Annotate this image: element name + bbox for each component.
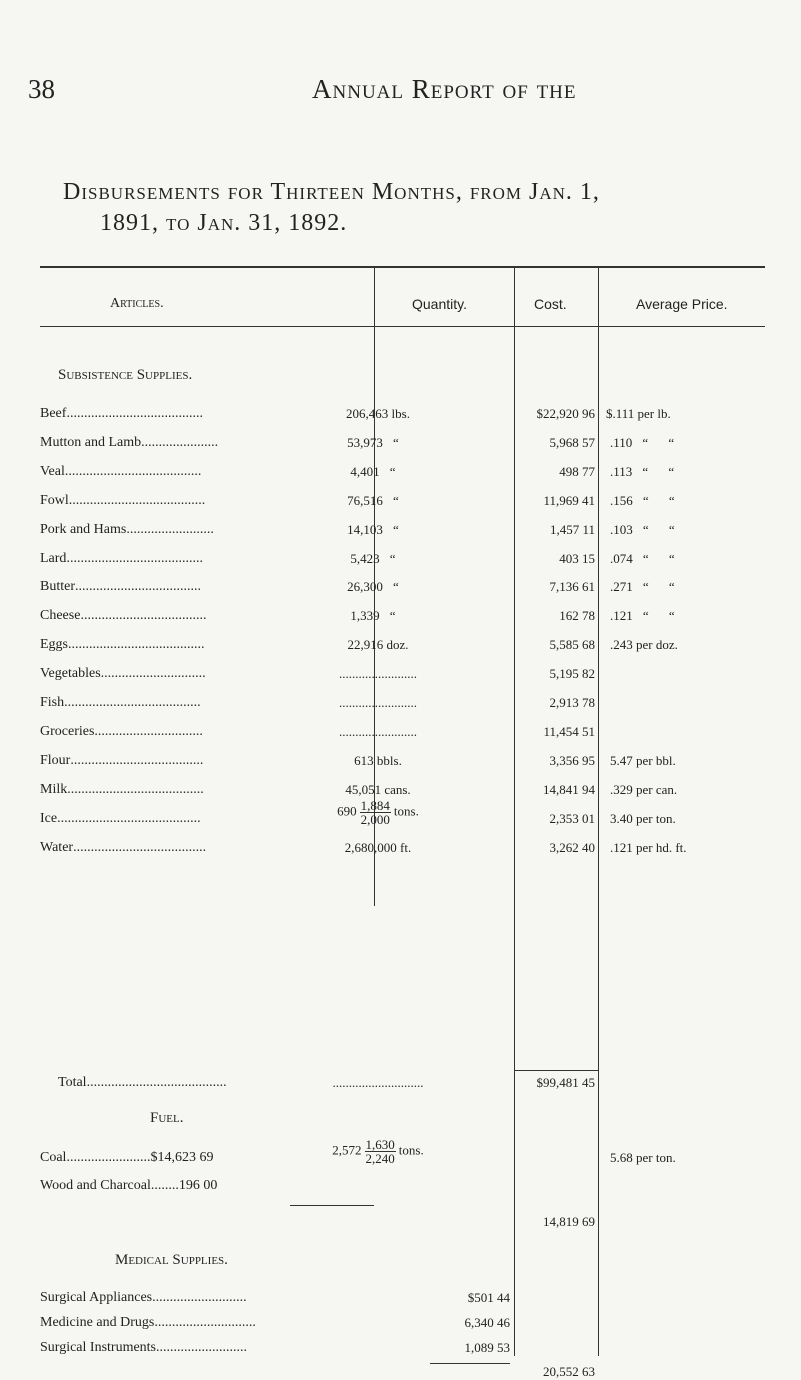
ditto-mark: “ <box>642 435 649 450</box>
medical-row-value: 1,089 53 <box>464 1340 510 1355</box>
row-cost: $22,920 96 <box>536 406 595 421</box>
row-quantity: 26,300 “ <box>278 579 478 595</box>
row-cost: 11,454 51 <box>543 724 595 739</box>
ditto-mark: “ <box>668 608 675 623</box>
ditto-mark: “ <box>392 522 399 537</box>
col-divider-3 <box>598 266 599 1356</box>
medical-row-value: $501 44 <box>467 1290 510 1305</box>
section-fuel: Fuel. <box>150 1110 184 1126</box>
row-average-price: .329 per can. <box>610 782 678 797</box>
row-average-price: .156 “ “ <box>610 493 685 509</box>
col-header-average-price: Average Price. <box>636 296 728 312</box>
row-cost: 3,262 40 <box>549 840 595 855</box>
row-quantity: 53,973 “ <box>278 435 478 451</box>
row-quantity: ........................ <box>339 695 417 710</box>
fuel-total: 14,819 69 <box>543 1214 595 1229</box>
total-qty-leader: ............................ <box>332 1075 424 1090</box>
ditto-mark: “ <box>668 522 675 537</box>
ditto-mark: “ <box>642 522 649 537</box>
row-cost: 7,136 61 <box>549 579 595 594</box>
row-cost: 5,585 68 <box>549 637 595 652</box>
row-label: Pork and Hams......................... <box>40 522 214 537</box>
medical-row-value: 6,340 46 <box>464 1315 510 1330</box>
row-quantity: ........................ <box>339 666 417 681</box>
row-cost: 2,913 78 <box>549 695 595 710</box>
row-average-price: .103 “ “ <box>610 522 685 538</box>
row-label: Mutton and Lamb...................... <box>40 435 219 450</box>
row-average-price: .110 “ “ <box>610 435 684 451</box>
table-title-line-1: Disbursements for Thirteen Months, from Jan. 1, <box>63 179 600 205</box>
row-quantity: 1,339 “ <box>278 608 478 624</box>
row-cost: 403 15 <box>559 551 595 566</box>
ditto-mark: “ <box>668 579 675 594</box>
row-label: Fowl....................................... <box>40 493 206 508</box>
row-average-price: $.111 per lb. <box>606 406 671 421</box>
row-average-price: .271 “ “ <box>610 579 685 595</box>
fuel-quantity: 2,572 $\frac{1,630}{2,240}$ tons. <box>332 1137 424 1166</box>
medical-row-label: Medicine and Drugs............................. <box>40 1315 256 1330</box>
total-value: $99,481 45 <box>536 1075 595 1090</box>
col-header-quantity: Quantity. <box>412 296 467 312</box>
ditto-mark: “ <box>389 608 396 623</box>
row-average-price: .074 “ “ <box>610 551 685 567</box>
fuel-average-price: 5.68 per ton. <box>610 1150 676 1165</box>
ditto-mark: “ <box>668 551 675 566</box>
ditto-mark: “ <box>642 608 649 623</box>
row-quantity: 45,051 cans. <box>345 782 411 797</box>
ditto-mark: “ <box>668 464 675 479</box>
ditto-mark: “ <box>642 579 649 594</box>
row-cost: 2,353 01 <box>549 811 595 826</box>
row-quantity: 22,916 doz. <box>347 637 409 652</box>
page-number: 38 <box>28 74 55 104</box>
row-cost: 3,356 95 <box>549 753 595 768</box>
row-cost: 14,841 94 <box>543 782 595 797</box>
row-cost: 5,968 57 <box>549 435 595 450</box>
section-medical: Medical Supplies. <box>115 1252 228 1268</box>
ditto-mark: “ <box>392 493 399 508</box>
ditto-mark: “ <box>642 551 649 566</box>
row-label: Beef....................................... <box>40 406 203 421</box>
running-head: Annual Report of the <box>312 74 577 104</box>
top-rule <box>40 266 765 268</box>
row-average-price: .243 per doz. <box>610 637 678 652</box>
col-header-articles: Articles. <box>110 296 164 311</box>
row-label: Milk....................................... <box>40 782 204 797</box>
fuel-subtotal-rule <box>290 1205 374 1206</box>
header-rule <box>40 326 765 327</box>
row-label: Vegetables.............................. <box>40 666 206 681</box>
ditto-mark: “ <box>392 435 399 450</box>
total-rule <box>514 1070 598 1071</box>
section-subsistence: Subsistence Supplies. <box>58 367 193 383</box>
row-average-price: 3.40 per ton. <box>610 811 676 826</box>
row-cost: 162 78 <box>559 608 595 623</box>
ditto-mark: “ <box>392 579 399 594</box>
row-label: Veal....................................... <box>40 464 202 479</box>
row-cost: 5,195 82 <box>549 666 595 681</box>
row-quantity: 206,463 lbs. <box>346 406 410 421</box>
ditto-mark: “ <box>642 464 649 479</box>
row-quantity: 690 $\frac{1,884}{2,000}$ tons. <box>337 798 419 827</box>
row-quantity: 5,423 “ <box>278 551 478 567</box>
row-quantity: 2,680,000 ft. <box>344 840 412 855</box>
medical-total: 20,552 63 <box>543 1364 595 1379</box>
ditto-mark: “ <box>389 464 396 479</box>
row-label: Groceries............................... <box>40 724 203 739</box>
medical-row-label: Surgical Appliances........................... <box>40 1290 247 1305</box>
row-quantity: 14,103 “ <box>278 522 478 538</box>
row-quantity: 4,401 “ <box>278 464 478 480</box>
col-header-cost: Cost. <box>534 296 567 312</box>
row-average-price: .121 per hd. ft. <box>610 840 687 855</box>
row-quantity: 76,516 “ <box>278 493 478 509</box>
table-title-line-2: 1891, to Jan. 31, 1892. <box>100 210 348 236</box>
row-label: Water...................................... <box>40 840 207 855</box>
row-label: Fish....................................... <box>40 695 201 710</box>
medical-row-label: Surgical Instruments.......................... <box>40 1340 248 1355</box>
row-label: Cheese.................................... <box>40 608 207 623</box>
row-cost: 1,457 11 <box>549 522 595 537</box>
row-average-price: .121 “ “ <box>610 608 685 624</box>
coal-row: Coal........................$14,623 69 <box>40 1150 214 1165</box>
row-label: Lard....................................... <box>40 551 203 566</box>
ditto-mark: “ <box>642 493 649 508</box>
row-average-price: .113 “ “ <box>610 464 684 480</box>
total-label: Total........................................ <box>58 1075 227 1090</box>
ditto-mark: “ <box>389 551 396 566</box>
row-cost: 498 77 <box>559 464 595 479</box>
row-quantity: 613 bbls. <box>354 753 402 768</box>
row-quantity: ........................ <box>339 724 417 739</box>
wood-row: Wood and Charcoal........196 00 <box>40 1178 218 1193</box>
row-label: Eggs....................................... <box>40 637 205 652</box>
row-label: Butter.................................... <box>40 579 201 594</box>
ditto-mark: “ <box>668 435 675 450</box>
row-label: Ice......................................... <box>40 811 201 826</box>
row-average-price: 5.47 per bbl. <box>610 753 676 768</box>
row-label: Flour...................................... <box>40 753 204 768</box>
row-cost: 11,969 41 <box>543 493 595 508</box>
ditto-mark: “ <box>668 493 675 508</box>
